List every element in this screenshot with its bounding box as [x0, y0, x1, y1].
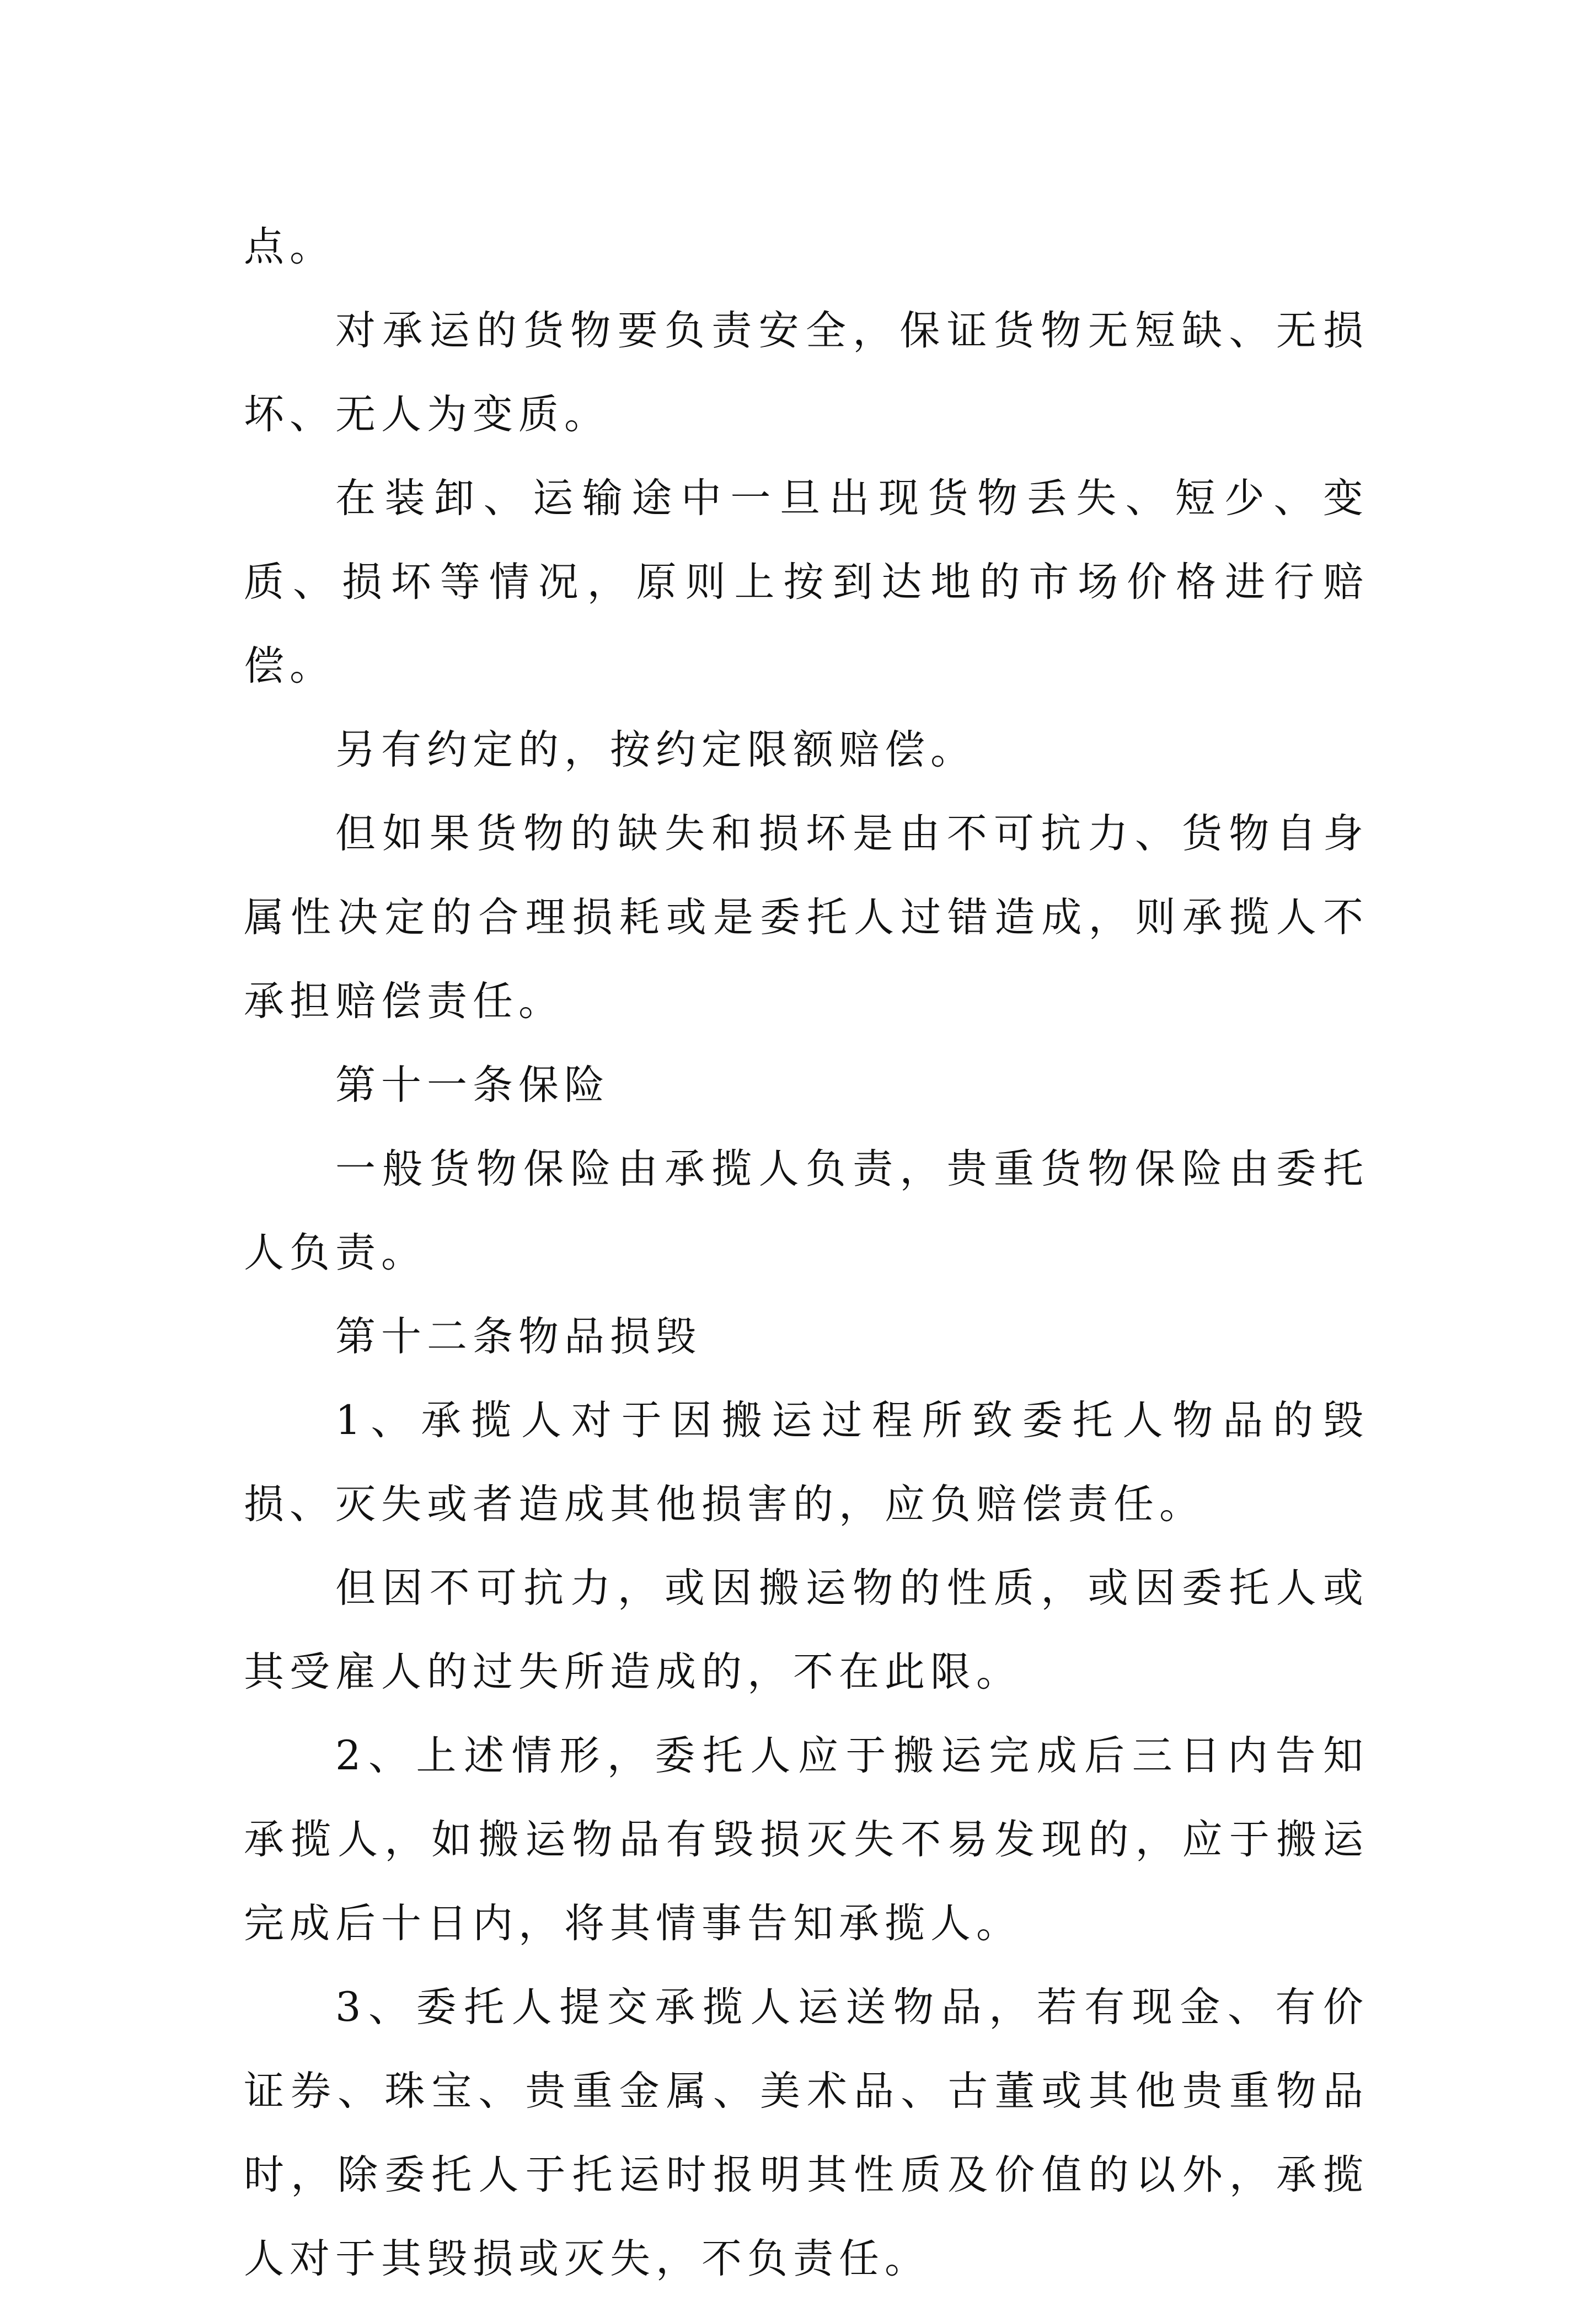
clause-1: 1、承揽人对于因搬运过程所致委托人物品的毁损、灭失或者造成其他损害的，应负赔偿责任。 — [244, 1397, 1369, 1528]
clause-1-exception: 但因不可抗力，或因搬运物的性质，或因委托人或其受雇人的过失所造成的，不在此限。 — [244, 1565, 1369, 1695]
paragraph-insurance: 一般货物保险由承揽人负责，贵重货物保险由委托人负责。 — [244, 1146, 1369, 1276]
clause-2: 2、上述情形，委托人应于搬运完成后三日内告知承揽人，如搬运物品有毁损灭失不易发现的，应于搬运完成后十日内，将其情事告知承揽人。 — [244, 1732, 1369, 1947]
paragraph-continuation: 点。 — [244, 223, 335, 270]
paragraph-cargo-safety: 对承运的货物要负责安全，保证货物无短缺、无损坏、无人为变质。 — [244, 307, 1369, 438]
article-12-heading: 第十二条物品损毁 — [335, 1313, 701, 1360]
document-body — [244, 205, 1369, 2301]
paragraph-loss-compensation: 在装卸、运输途中一旦出现货物丢失、短少、变质、损坏等情况，原则上按到达地的市场价格进行赔偿。 — [244, 475, 1369, 689]
clause-3: 3、委托人提交承揽人运送物品，若有现金、有价证券、珠宝、贵重金属、美术品、古董或其他贵重物品时，除委托人于托运时报明其性质及价值的以外，承揽人对于其毁损或灭失，不负责任。 — [244, 1984, 1369, 2282]
paragraph-force-majeure: 但如果货物的缺失和损坏是由不可抗力、货物自身属性决定的合理损耗或是委托人过错造成，则承揽人不承担赔偿责任。 — [244, 810, 1369, 1025]
article-11-heading: 第十一条保险 — [335, 1062, 610, 1109]
paragraph-agreed-limit: 另有约定的，按约定限额赔偿。 — [335, 726, 976, 773]
